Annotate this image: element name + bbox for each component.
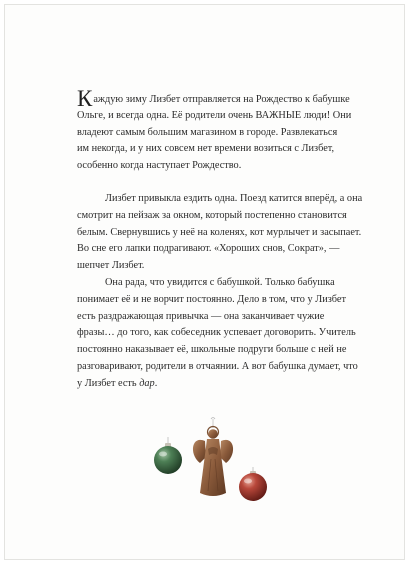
paragraph-1-line-4: им некогда, и у них совсем нет времени возиться с Лизбет, — [77, 143, 335, 155]
paragraph-1-line-2: Ольге, и всегда одна. Её родители очень ВАЖНЫЕ люди! Они — [77, 109, 352, 121]
paragraph-2-line-1: Лизбет привыкла ездить одна. Поезд катится вперёд, а она — [105, 192, 363, 204]
angel-figurine-icon — [193, 418, 233, 497]
paragraph-2-line-2: смотрит на пейзаж за окном, который постепенно становится — [77, 209, 347, 221]
paragraph-3-line-1: Она рада, что увидится с бабушкой. Только бабушка — [105, 276, 335, 288]
paragraph-3-line-7: у Лизбет есть дар. — [77, 377, 158, 389]
paragraph-3-line-2: понимает её и не ворчит постоянно. Дело в том, что у Лизбет — [77, 293, 346, 305]
green-ornament-icon — [154, 437, 182, 474]
paragraph-1-line-5: особенно когда наступает Рождество. — [77, 160, 242, 172]
paragraph-3-line-5: постоянно наказывает её, школьные подруги больше с ней не — [77, 344, 347, 356]
christmas-illustration — [145, 415, 285, 515]
drop-cap: К — [77, 86, 93, 111]
paragraph-2-line-5: шепчет Лизбет. — [77, 260, 145, 272]
story-text — [77, 86, 363, 393]
paragraph-3-line-4: фразы… до того, как собеседник успевает договорить. Учитель — [77, 327, 356, 339]
paragraph-3-line-6: разговаривают, родители в отчаянии. А вот бабушка думает, что — [77, 360, 358, 372]
paragraph-1-line-3: владеют самым большим магазином в городе. Развлекаться — [77, 126, 338, 138]
book-page — [4, 4, 405, 560]
paragraph-1-line-1: Каждую зиму Лизбет отправляется на Рождество к бабушке — [77, 86, 350, 111]
red-ornament-icon — [239, 467, 267, 501]
emphasis-gift: дар — [139, 377, 155, 389]
paragraph-3-line-3: есть раздражающая привычка — она заканчивает чужие — [77, 310, 325, 322]
paragraph-2-line-3: белым. Свернувшись у неё на коленях, кот мурлычет и засыпает. — [77, 226, 362, 238]
paragraph-2-line-4: Во сне его лапки подрагивают. «Хороших снов, Сократ», — — [77, 243, 340, 255]
